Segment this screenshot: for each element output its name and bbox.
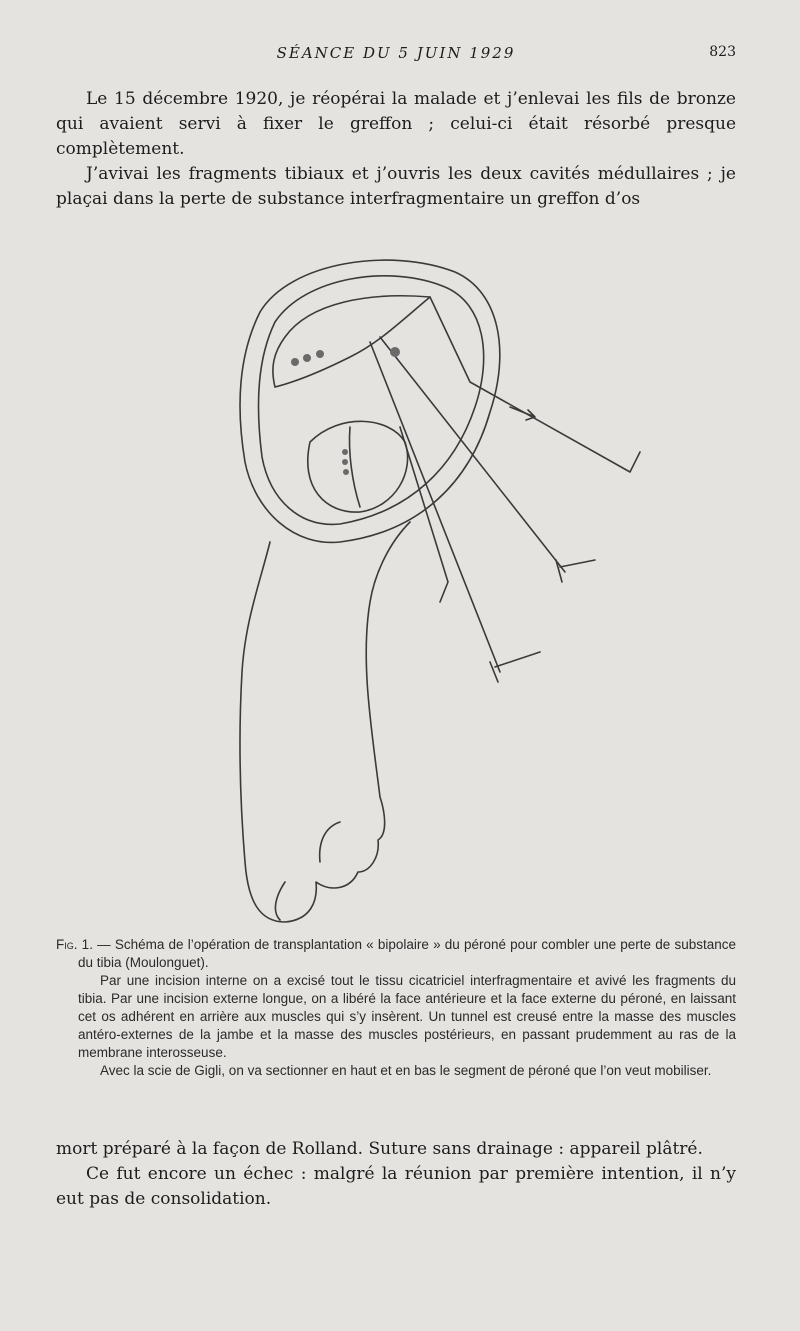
leg-foot-outline [240, 522, 410, 922]
surgical-illustration [200, 242, 660, 932]
caption-title: — Schéma de l’opération de transplantation « bipolaire » du péroné pour combler une perte de substance du tibia (Moulonguet). [78, 937, 736, 970]
paragraph: Ce fut encore un échec : malgré la réunion par première intention, il n’y eut pas de consolidation. [56, 1164, 736, 1209]
header-title: SÉANCE DU 5 JUIN 1929 [276, 44, 516, 62]
running-header [56, 44, 736, 68]
saw-handle-2 [556, 560, 595, 582]
direction-arrow [510, 407, 535, 420]
paragraph: mort préparé à la façon de Rolland. Suture sans drainage : appareil plâtré. [56, 1139, 703, 1159]
retractor-1 [430, 297, 640, 472]
caption-label: Fig. 1. [56, 937, 93, 952]
caption-paragraph: Par une incision interne on a excisé tout le tissu cicatriciel interfragmentaire et avivé les fragments du tibia. Par une incision externe longue, on a libéré la face antérieure et la face externe du péroné, en laissant cet os adhérent en arrière aux muscles qui s’y insèrent. Un tunnel est creusé entre la masse des muscles antéro-externes de la jambe et la masse des muscles postérieurs, en passant prudemment au ras de la membrane interosseuse. [78, 973, 736, 1060]
caption-paragraph: Avec la scie de Gigli, on va sectionner en haut et en bas le segment de péroné que l’on veut mobiliser. [100, 1063, 712, 1078]
paragraph: J’avivai les fragments tibiaux et j’ouvris les deux cavités médullaires ; je plaçai dans la perte de substance interfragmentaire un greffon d’os [56, 164, 736, 209]
leg-section-outline [240, 260, 500, 542]
paragraph: Le 15 décembre 1920, je réopérai la malade et j’enlevai les fils de bronze qui avaient servi à fixer le greffon ; celui-ci était résorbé presque complètement. [56, 89, 736, 159]
gigli-saw-1 [370, 342, 500, 672]
tibia-section [273, 296, 430, 387]
page-number: 823 [709, 44, 736, 60]
figure-caption [56, 936, 736, 1080]
saw-handle-1 [490, 652, 540, 682]
bottom-text-block [56, 1137, 736, 1212]
top-text-block [56, 87, 736, 212]
